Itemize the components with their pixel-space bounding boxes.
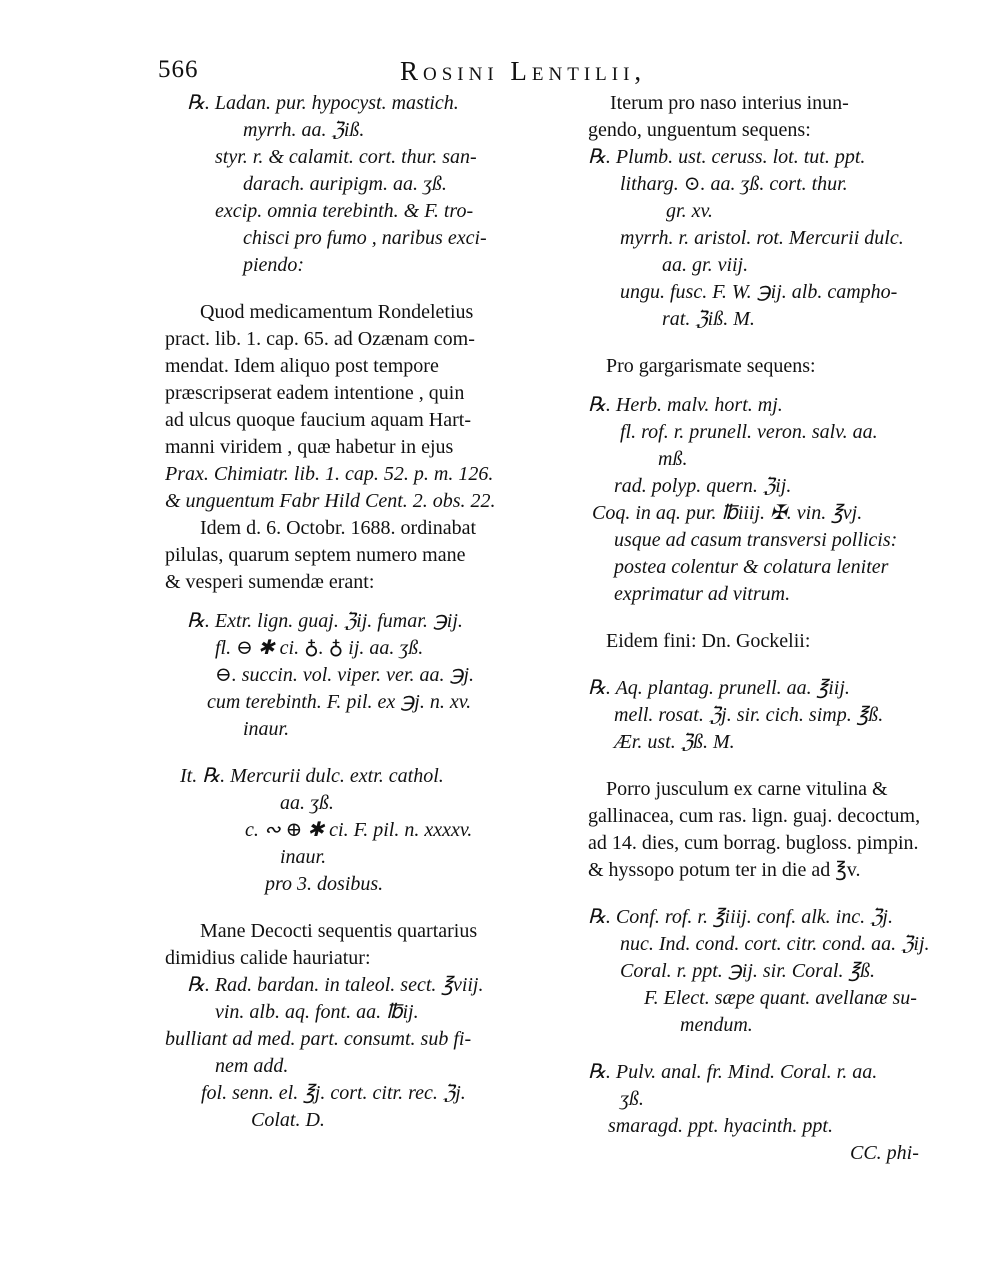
text-line: myrrh. aa. ℨiß. xyxy=(243,119,365,141)
text-line: dimidius calide hauriatur: xyxy=(165,947,371,969)
text-line: nem add. xyxy=(215,1055,289,1077)
page-number: 566 xyxy=(158,56,199,83)
text-line: ℞. Herb. malv. hort. mj. xyxy=(588,394,783,416)
text-line: ʒß. xyxy=(620,1088,644,1110)
text-line: nuc. Ind. cond. cort. citr. cond. aa. ℨij. xyxy=(620,933,930,955)
text-line: ad ulcus quoque faucium aquam Hart- xyxy=(165,409,472,431)
text-line: inaur. xyxy=(243,718,290,740)
text-line: vin. alb. aq. font. aa. ℔ij. xyxy=(215,1001,419,1023)
paragraph-gap xyxy=(588,380,960,392)
text-line: excip. omnia terebinth. & F. tro- xyxy=(215,200,474,222)
text-line: fl. ⊖ ✱ ci. ♁. ♁ ij. aa. ʒß. xyxy=(215,637,424,659)
paragraph-gap xyxy=(165,279,545,299)
paragraph-gap xyxy=(165,596,545,608)
text-line: ℞. Extr. lign. guaj. ℨij. fumar. ℈ij. xyxy=(187,610,463,632)
text-line: mell. rosat. ℨj. sir. cich. simp. ℥ß. xyxy=(614,704,884,726)
text-line: aa. gr. viij. xyxy=(662,254,749,276)
text-line: usque ad casum transversi pollicis: xyxy=(614,529,898,551)
paragraph-gap xyxy=(588,608,960,628)
text-line: inaur. xyxy=(280,846,327,868)
text-line: ℞. Plumb. ust. ceruss. lot. tut. ppt. xyxy=(588,146,866,168)
text-line: & vesperi sumendæ erant: xyxy=(165,571,375,593)
text-line: Iterum pro naso interius inun- xyxy=(610,92,849,114)
paragraph-gap xyxy=(588,655,960,675)
paragraph-gap xyxy=(588,1039,960,1059)
text-line: F. Elect. sæpe quant. avellanæ su- xyxy=(644,987,917,1009)
paragraph-gap xyxy=(588,884,960,904)
text-line: cum terebinth. F. pil. ex ℈j. n. xv. xyxy=(207,691,472,713)
text-line: ℞. Ladan. pur. hypocyst. mastich. xyxy=(187,92,459,114)
text-line: bulliant ad med. part. consumt. sub fi- xyxy=(165,1028,472,1050)
paragraph-gap xyxy=(165,743,545,763)
text-line: darach. auripigm. aa. ʒß. xyxy=(243,173,447,195)
text-line: Prax. Chimiatr. lib. 1. cap. 52. p. m. 126. xyxy=(165,463,494,485)
text-line: ℞. Pulv. anal. fr. Mind. Coral. r. aa. xyxy=(588,1061,878,1083)
text-line: c. ∾ ⊕ ✱ ci. F. pil. n. xxxxv. xyxy=(245,819,473,841)
text-line: præscripserat eadem intentione , quin xyxy=(165,382,465,404)
text-line: fl. rof. r. prunell. veron. salv. aa. xyxy=(620,421,878,443)
text-line: ad 14. dies, cum borrag. bugloss. pimpin. xyxy=(588,832,919,854)
text-line: manni viridem , quæ habetur in ejus xyxy=(165,436,454,458)
paragraph-gap xyxy=(165,898,545,918)
text-line: Quod medicamentum Rondeletius xyxy=(200,301,474,323)
text-line: pract. lib. 1. cap. 65. ad Ozænam com- xyxy=(165,328,475,350)
text-line: pilulas, quarum septem numero mane xyxy=(165,544,466,566)
text-line: CC. phi- xyxy=(850,1142,919,1164)
text-line: ℞. Conf. rof. r. ℥iiij. conf. alk. inc. ℨj. xyxy=(588,906,893,928)
text-line: gendo, unguentum sequens: xyxy=(588,119,811,141)
text-line: piendo: xyxy=(243,254,305,276)
text-line: ℞. Aq. plantag. prunell. aa. ℥iij. xyxy=(588,677,850,699)
text-line: Idem d. 6. Octobr. 1688. ordinabat xyxy=(200,517,477,539)
paragraph-gap xyxy=(588,756,960,776)
text-line: exprimatur ad vitrum. xyxy=(614,583,791,605)
text-line: Ær. ust. ℨß. M. xyxy=(614,731,735,753)
text-line: myrrh. r. aristol. rot. Mercurii dulc. xyxy=(620,227,904,249)
text-line: mß. xyxy=(658,448,688,470)
text-line: mendat. Idem aliquo post tempore xyxy=(165,355,439,377)
text-line: postea colentur & colatura leniter xyxy=(614,556,889,578)
right-column xyxy=(588,90,960,1167)
text-line: gallinacea, cum ras. lign. guaj. decoctum, xyxy=(588,805,921,827)
text-line: fol. senn. el. ℥j. cort. citr. rec. ℨj. xyxy=(201,1082,466,1104)
running-head: Rosini Lentilii, xyxy=(400,56,647,86)
text-line: rat. ℨiß. M. xyxy=(662,308,755,330)
text-line: Porro jusculum ex carne vitulina & xyxy=(606,778,888,800)
text-line: ⊖. succin. vol. viper. ver. aa. ℈j. xyxy=(215,664,475,686)
text-line: gr. xv. xyxy=(666,200,713,222)
text-line: Mane Decocti sequentis quartarius xyxy=(200,920,478,942)
text-line: It. ℞. Mercurii dulc. extr. cathol. xyxy=(180,765,444,787)
text-line: litharg. ⊙. aa. ʒß. cort. thur. xyxy=(620,173,848,195)
left-column xyxy=(165,90,545,1134)
text-line: styr. r. & calamit. cort. thur. san- xyxy=(215,146,477,168)
text-line: aa. ʒß. xyxy=(280,792,334,814)
text-line: Coq. in aq. pur. ℔iiij. ✠. vin. ℥vj. xyxy=(592,502,863,524)
text-line: ungu. fusc. F. W. ℈ij. alb. campho- xyxy=(620,281,898,303)
text-line: & unguentum Fabr Hild Cent. 2. obs. 22. xyxy=(165,490,496,512)
paragraph-gap xyxy=(588,333,960,353)
text-line: Pro gargarismate sequens: xyxy=(606,355,816,377)
text-line: rad. polyp. quern. ℨij. xyxy=(614,475,792,497)
text-line: Eidem fini: Dn. Gockelii: xyxy=(606,630,811,652)
text-line: pro 3. dosibus. xyxy=(265,873,384,895)
text-line: smaragd. ppt. hyacinth. ppt. xyxy=(608,1115,833,1137)
text-line: mendum. xyxy=(680,1014,753,1036)
text-line: Coral. r. ppt. ℈ij. sir. Coral. ℥ß. xyxy=(620,960,876,982)
text-line: ℞. Rad. bardan. in taleol. sect. ℥viij. xyxy=(187,974,484,996)
text-line: chisci pro fumo , naribus exci- xyxy=(243,227,487,249)
text-line: & hyssopo potum ter in die ad ℥v. xyxy=(588,859,861,881)
text-line: Colat. D. xyxy=(251,1109,325,1131)
